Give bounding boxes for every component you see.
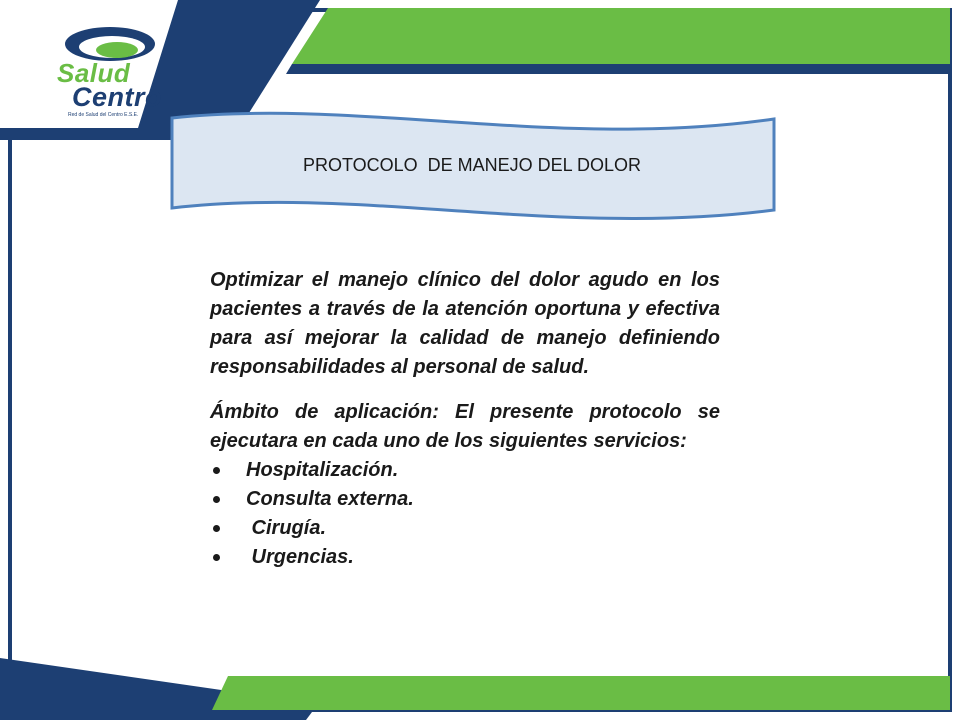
objective-paragraph: Optimizar el manejo clínico del dolor agudo en los pacientes a través de la atención oportuna y efectiva para así mejorar la calidad de manejo definiendo responsabilidades al personal de salud. — [210, 269, 720, 378]
page-title: PROTOCOLO DE MANEJO DEL DOLOR — [302, 154, 642, 175]
logo-text-salud: Salud — [57, 58, 131, 88]
scope-paragraph: Ámbito de aplicación: El presente protocolo se ejecutara en cada uno de los siguientes servicios: — [210, 401, 720, 452]
bullet-icon — [213, 496, 220, 503]
bullet-icon — [213, 554, 220, 561]
service-label: Cirugía. — [246, 517, 327, 539]
list-item — [210, 485, 720, 514]
list-item — [210, 514, 720, 543]
service-label: Hospitalización. — [246, 459, 399, 481]
top-navy-stripe — [286, 64, 950, 74]
list-item — [210, 456, 720, 485]
list-item — [210, 543, 720, 572]
bullet-icon — [213, 467, 220, 474]
bullet-icon — [213, 525, 220, 532]
logo-tagline: Red de Salud del Centro E.S.E. — [68, 112, 139, 118]
service-label: Urgencias. — [246, 546, 354, 568]
slide-body — [210, 266, 720, 572]
logo-green-dot-icon — [96, 42, 138, 58]
services-list — [210, 456, 720, 572]
bottom-green-stripe — [212, 676, 950, 710]
logo-text-centro: Centro — [72, 82, 162, 112]
service-label: Consulta externa. — [246, 488, 414, 510]
top-green-stripe — [292, 8, 950, 64]
